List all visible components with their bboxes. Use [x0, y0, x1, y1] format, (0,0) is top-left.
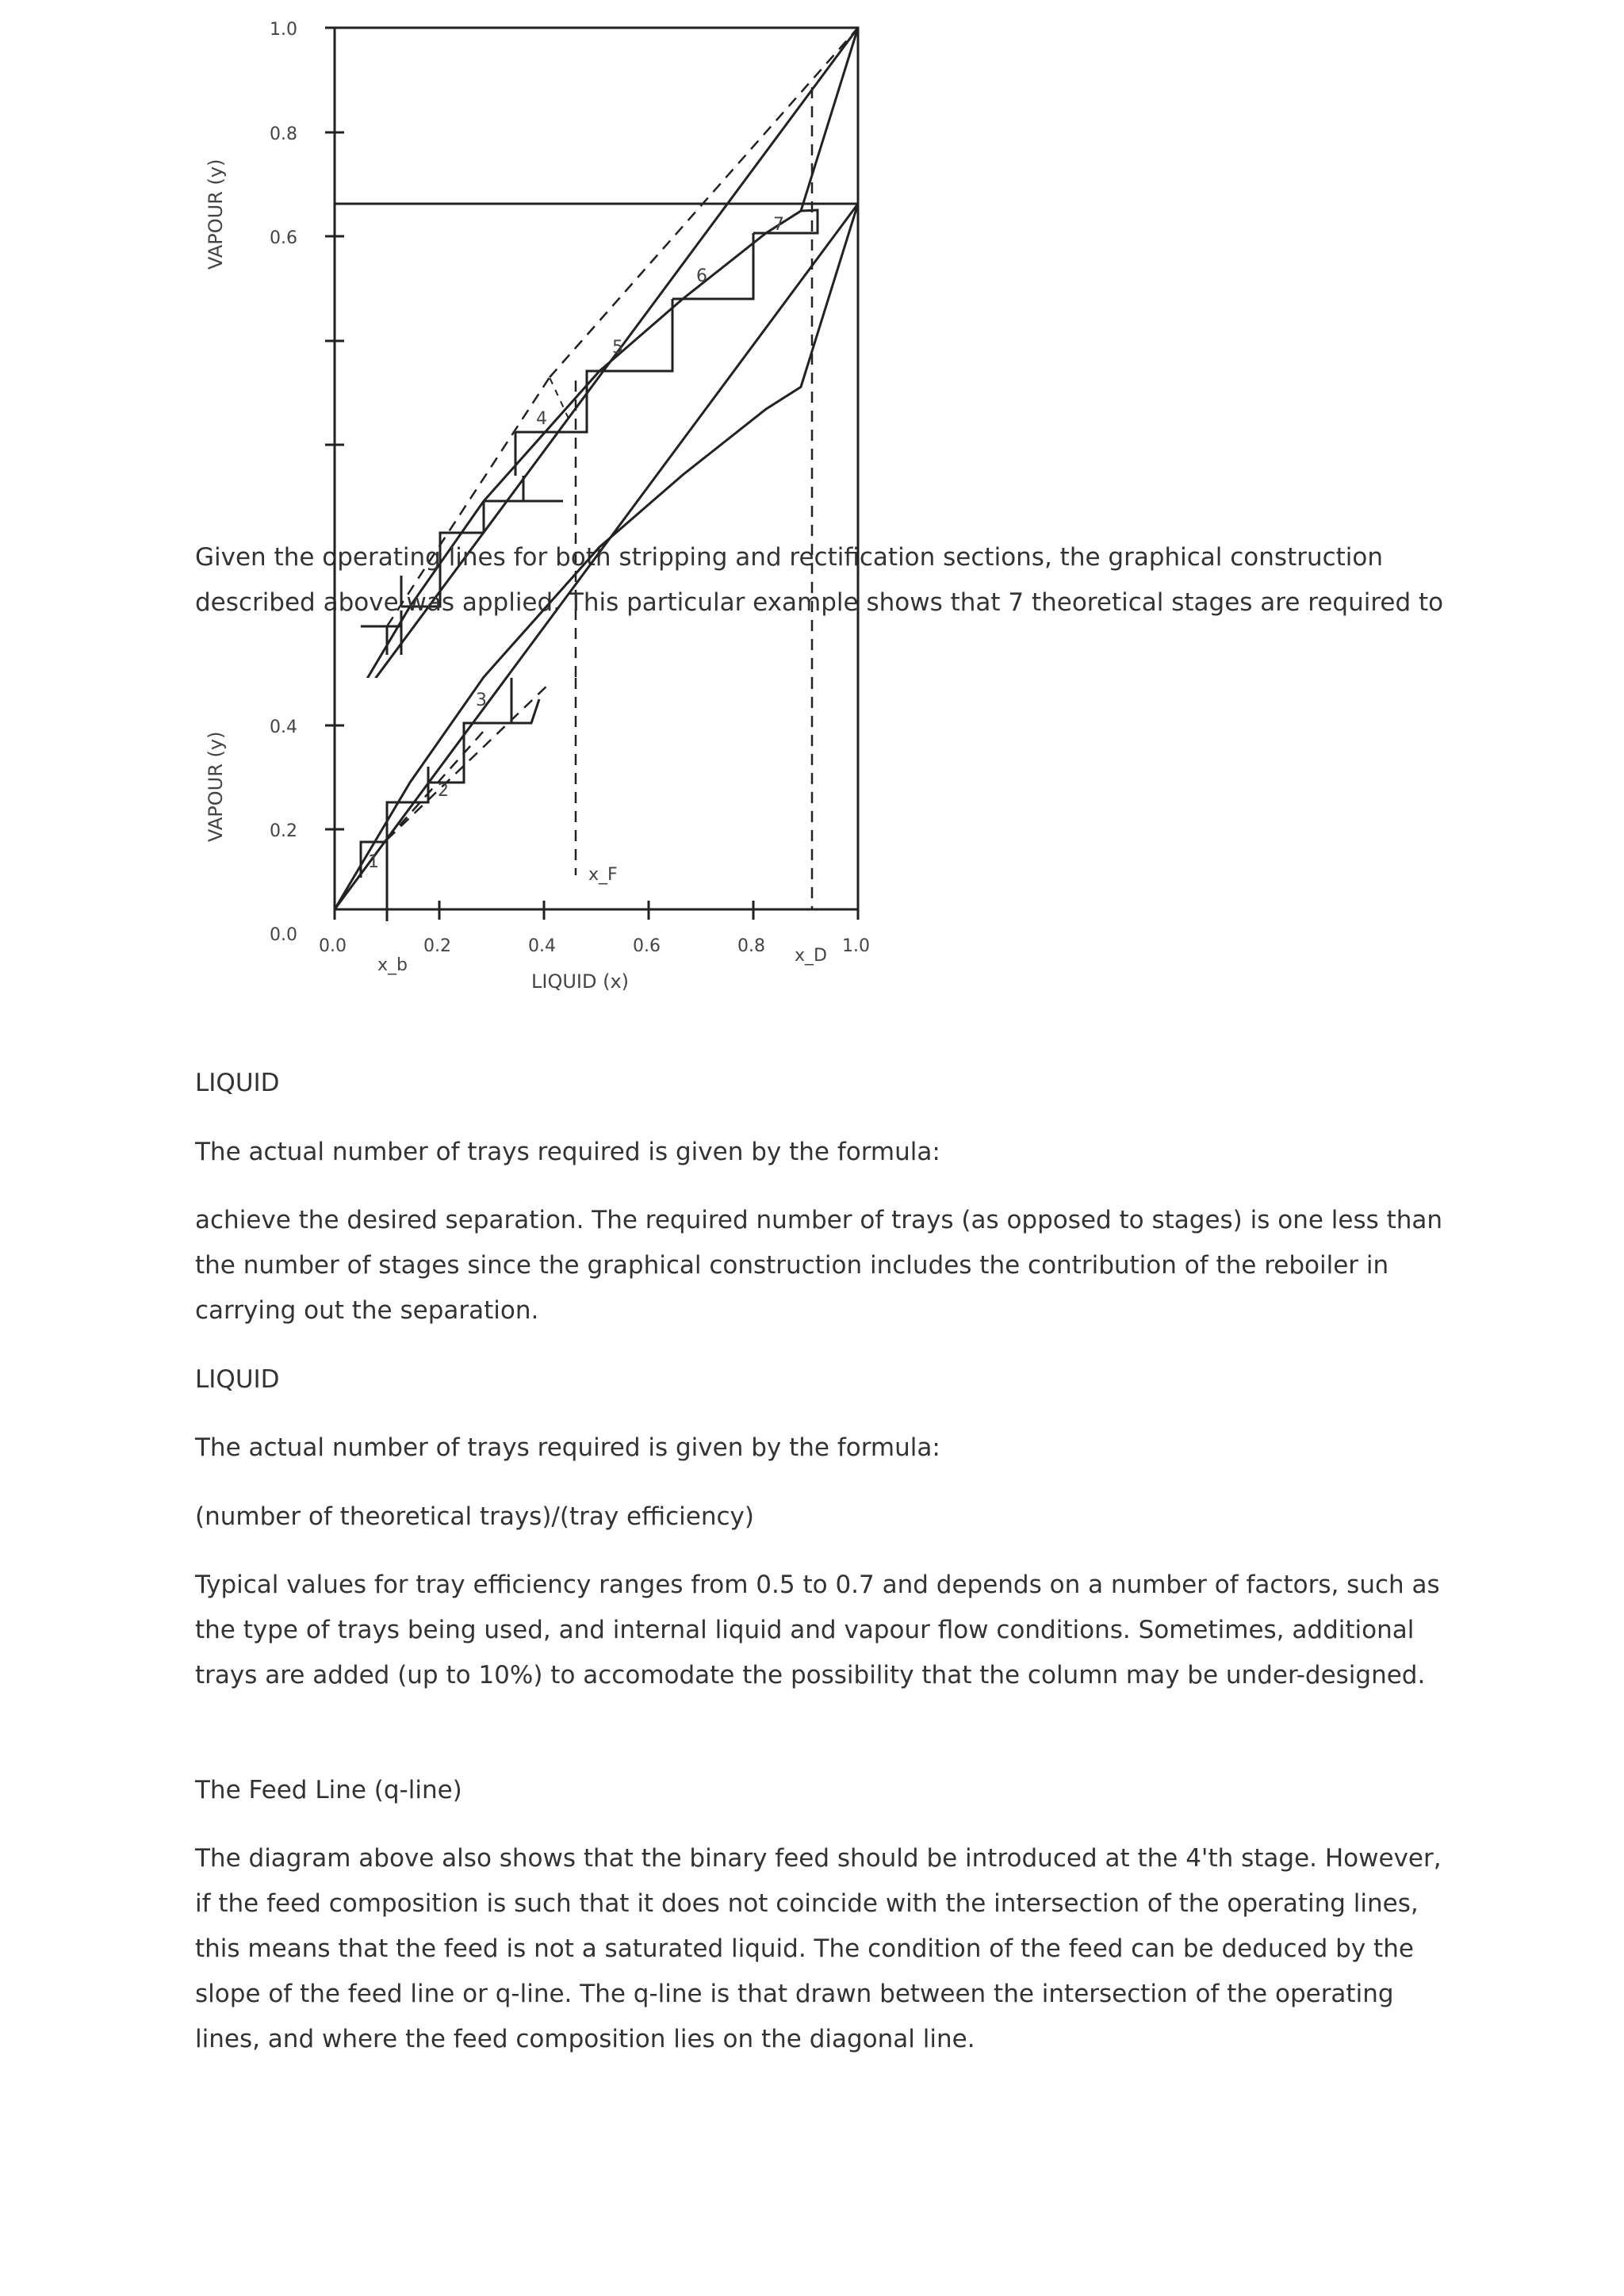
y-tick-label: 0.6 — [270, 228, 297, 248]
y-tick-label: 0.8 — [270, 124, 297, 144]
paragraph-stages-required: Given the operating lines for both stripping and rectification sections, the graphical construction described above was applied. This particular example shows that 7 theoretical stages are required to — [195, 543, 1444, 617]
x-tick-label: 0.8 — [737, 936, 765, 956]
stage-number: 4 — [536, 409, 547, 429]
label-liquid-second: LIQUID — [195, 1365, 280, 1394]
x-tick-label: 0.2 — [423, 936, 451, 956]
section-heading-feed-line: The Feed Line (q-line) — [195, 1776, 462, 1804]
x-tick-label: 0.6 — [633, 936, 661, 956]
stage-number: 5 — [612, 338, 623, 358]
stage-number: 7 — [773, 215, 784, 235]
diagonal-line — [335, 28, 858, 733]
y-tick-label: 0.4 — [270, 718, 297, 737]
mccabe-thiele-diagram-top — [198, 20, 888, 505]
paragraph-separation: achieve the desired separation. The required number of trays (as opposed to stages) is one less than the number of stages since the graphical construction includes the contribution of the reboiler in carrying out the separation. — [195, 1206, 1443, 1325]
paragraph-feed-line: The diagram above also shows that the binary feed should be introduced at the 4'th stage. However, if the feed composition is such that it does not coincide with the intersection of the operating lines, this means that the feed is not a saturated liquid. The condition of the feed can be deduced by the slope of the feed line or q-line. The q-line is that drawn between the intersection of the operating lines, and where the feed composition lies on the diagonal line. — [195, 1844, 1442, 2053]
x-axis-label: LIQUID (x) — [531, 970, 630, 993]
stage-number: 1 — [368, 852, 379, 872]
y-axis-label: VAPOUR (y) — [205, 731, 227, 842]
y-tick-label: 0.0 — [270, 925, 297, 945]
xd-marker-label: x_D — [795, 946, 827, 966]
xb-marker-label: x_b — [377, 955, 408, 975]
xf-marker-label: x_F — [588, 865, 618, 885]
formula-text: (number of theoretical trays)/(tray efficiency) — [195, 1502, 754, 1531]
x-tick-label: 0.4 — [528, 936, 556, 956]
q-line — [550, 377, 569, 419]
x-tick-label: 1.0 — [842, 936, 870, 956]
paragraph-formula-intro: The actual number of trays required is given by the formula: — [195, 1138, 940, 1166]
y-tick-label: 1.0 — [270, 20, 297, 40]
stage-number: 2 — [438, 781, 449, 801]
stage-number: 3 — [476, 691, 487, 710]
paragraph-tray-efficiency: Typical values for tray efficiency ranges from 0.5 to 0.7 and depends on a number of factors, such as the type of trays being used, and internal liquid and vapour flow conditions. Sometimes, additional trays are added (up to 10%) to accomodate the possibility that the column may be under-designed. — [195, 1571, 1440, 1689]
label-liquid: LIQUID — [195, 1069, 280, 1097]
paragraph-formula-intro-second: The actual number of trays required is given by the formula: — [195, 1433, 940, 1462]
stage-number: 6 — [696, 266, 707, 286]
y-axis-label: VAPOUR (y) — [205, 159, 227, 270]
x-tick-label: 0.0 — [319, 936, 347, 956]
mccabe-thiele-diagram-bottom — [198, 678, 888, 1027]
y-tick-label: 0.2 — [270, 821, 297, 841]
